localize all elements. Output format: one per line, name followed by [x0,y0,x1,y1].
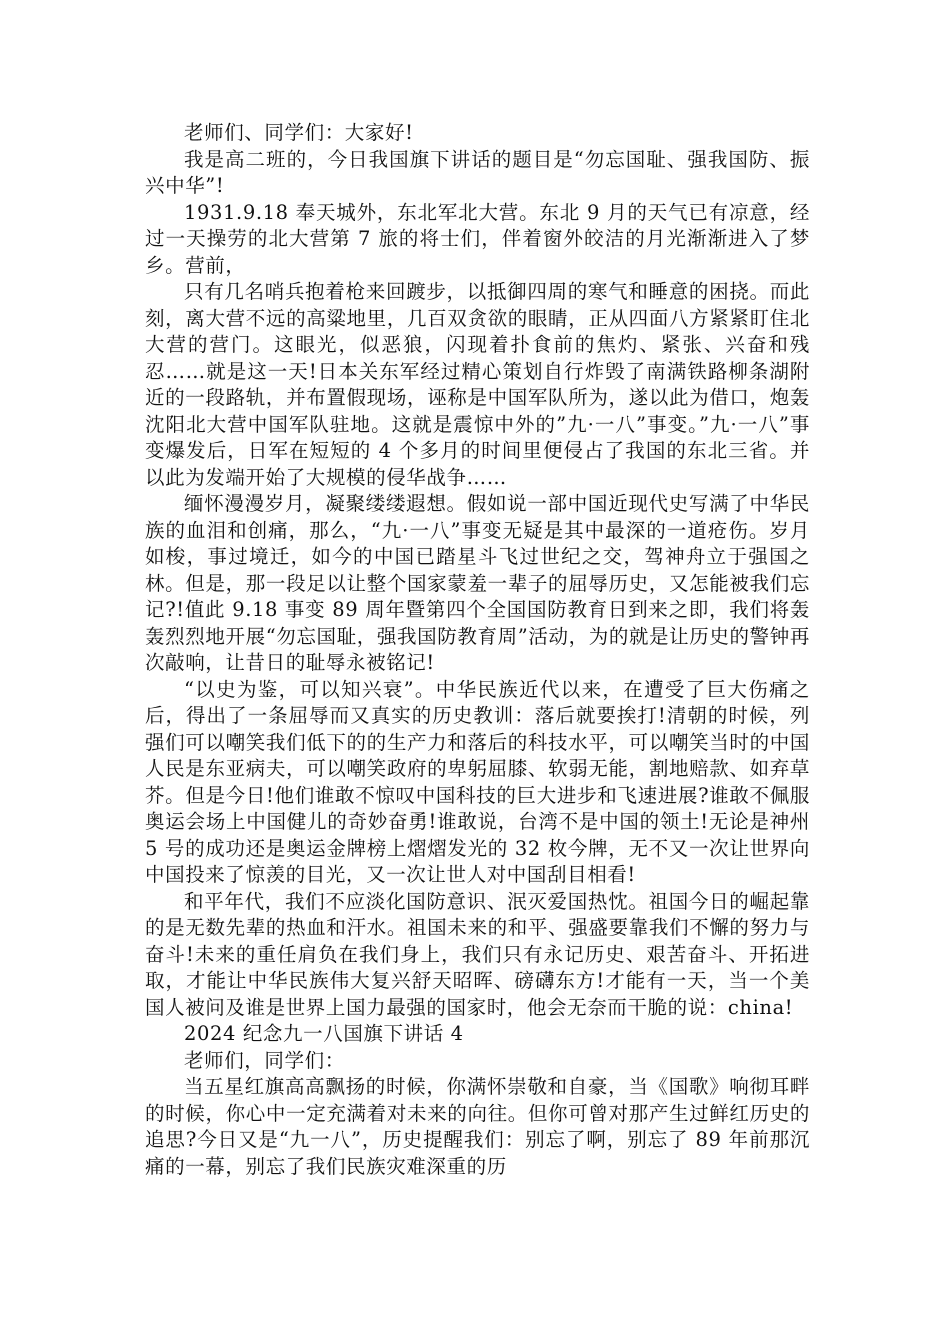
document-body [145,120,810,1180]
section-heading: 2024 纪念九一八国旗下讲话 4 [184,1022,464,1045]
speech-title-paragraph: 我是高二班的，今日我国旗下讲话的题目是“勿忘国耻、强我国防、振兴中华”! [145,147,810,197]
body-paragraph: 只有几名哨兵抱着枪来回踱步，以抵御四周的寒气和睡意的困挠。而此刻，离大营不远的高粱地里，几百双贪欲的眼睛，正从四面八方紧紧盯住北大营的营门。这眼光，似恶狼，闪现着扑食前的焦灼、紧张、兴奋和残忍……就是这一天!日本关东军经过精心策划自行炸毁了南满铁路柳条湖附近的一段路轨，并布置假现场，诬称是中国军队所为，遂以此为借口，炮轰沈阳北大营中国军队驻地。这就是震惊中外的”九·一八”事变。”九·一八”事变爆发后，日军在短短的 4 个多月的时间里便侵占了我国的东北三省。并以此为发端开始了大规模的侵华战争…… [145,280,810,489]
body-paragraph: 和平年代，我们不应淡化国防意识、泯灭爱国热忱。祖国今日的崛起靠的是无数先辈的热血和汗水。祖国未来的和平、强盛要靠我们不懈的努力与奋斗!未来的重任肩负在我们身上，我们只有永记历史、艰苦奋斗、开拓进取，才能让中华民族伟大复兴舒天昭晖、磅礴东方!才能有一天，当一个美国人被问及谁是世界上国力最强的国家时，他会无奈而干脆的说：china! [145,889,810,1019]
body-paragraph: “以史为鉴，可以知兴衰”。中华民族近代以来，在遭受了巨大伤痛之后，得出了一条屈辱而又真实的历史教训：落后就要挨打!清朝的时候，列强们可以嘲笑我们低下的的生产力和落后的科技水平，可以嘲笑当时的中国人民是东亚病夫，可以嘲笑政府的卑躬屈膝、软弱无能，割地赔款、如弃草芥。但是今日!他们谁敢不惊叹中国科技的巨大进步和飞速进展?谁敢不佩服奥运会场上中国健儿的奇妙奋勇!谁敢说，台湾不是中国的领土!无论是神州 5 号的成功还是奥运金牌榜上熠熠发光的 32 枚今牌，无不又一次让世界向中国投来了惊羡的目光，又一次让世人对中国刮目相看! [145,677,810,886]
body-paragraph: 当五星红旗高高飘扬的时候，你满怀崇敬和自豪，当《国歌》响彻耳畔的时候，你心中一定充满着对未来的向往。但你可曾对那产生过鲜红历史的追思?今日又是“九一八”，历史提醒我们：别忘了啊，别忘了 89 年前那沉痛的一幕，别忘了我们民族灾难深重的历 [145,1075,810,1178]
body-paragraph: 缅怀漫漫岁月，凝聚缕缕遐想。假如说一部中国近现代史写满了中华民族的血泪和创痛，那么，“九·一八”事变无疑是其中最深的一道疮伤。岁月如梭，事过境迁，如今的中国已踏星斗飞过世纪之交，驾神舟立于强国之林。但是，那一段足以让整个国家蒙羞一辈子的屈辱历史，又怎能被我们忘记?!值此 9.18 事变 89 周年暨第四个全国国防教育日到来之即，我们将轰轰烈烈地开展“勿忘国耻，强我国防教育周”活动，为的就是让历史的警钟再次敲响，让昔日的耻辱永被铭记! [145,492,810,674]
greeting-paragraph: 老师们，同学们： [184,1048,345,1072]
greeting-paragraph: 老师们、同学们：大家好! [184,121,414,144]
body-paragraph: 1931.9.18 奉天城外，东北军北大营。东北 9 月的天气已有凉意，经过一天操劳的北大营第 7 旅的将士们，伴着窗外皎洁的月光渐渐进入了梦乡。营前， [145,200,810,277]
